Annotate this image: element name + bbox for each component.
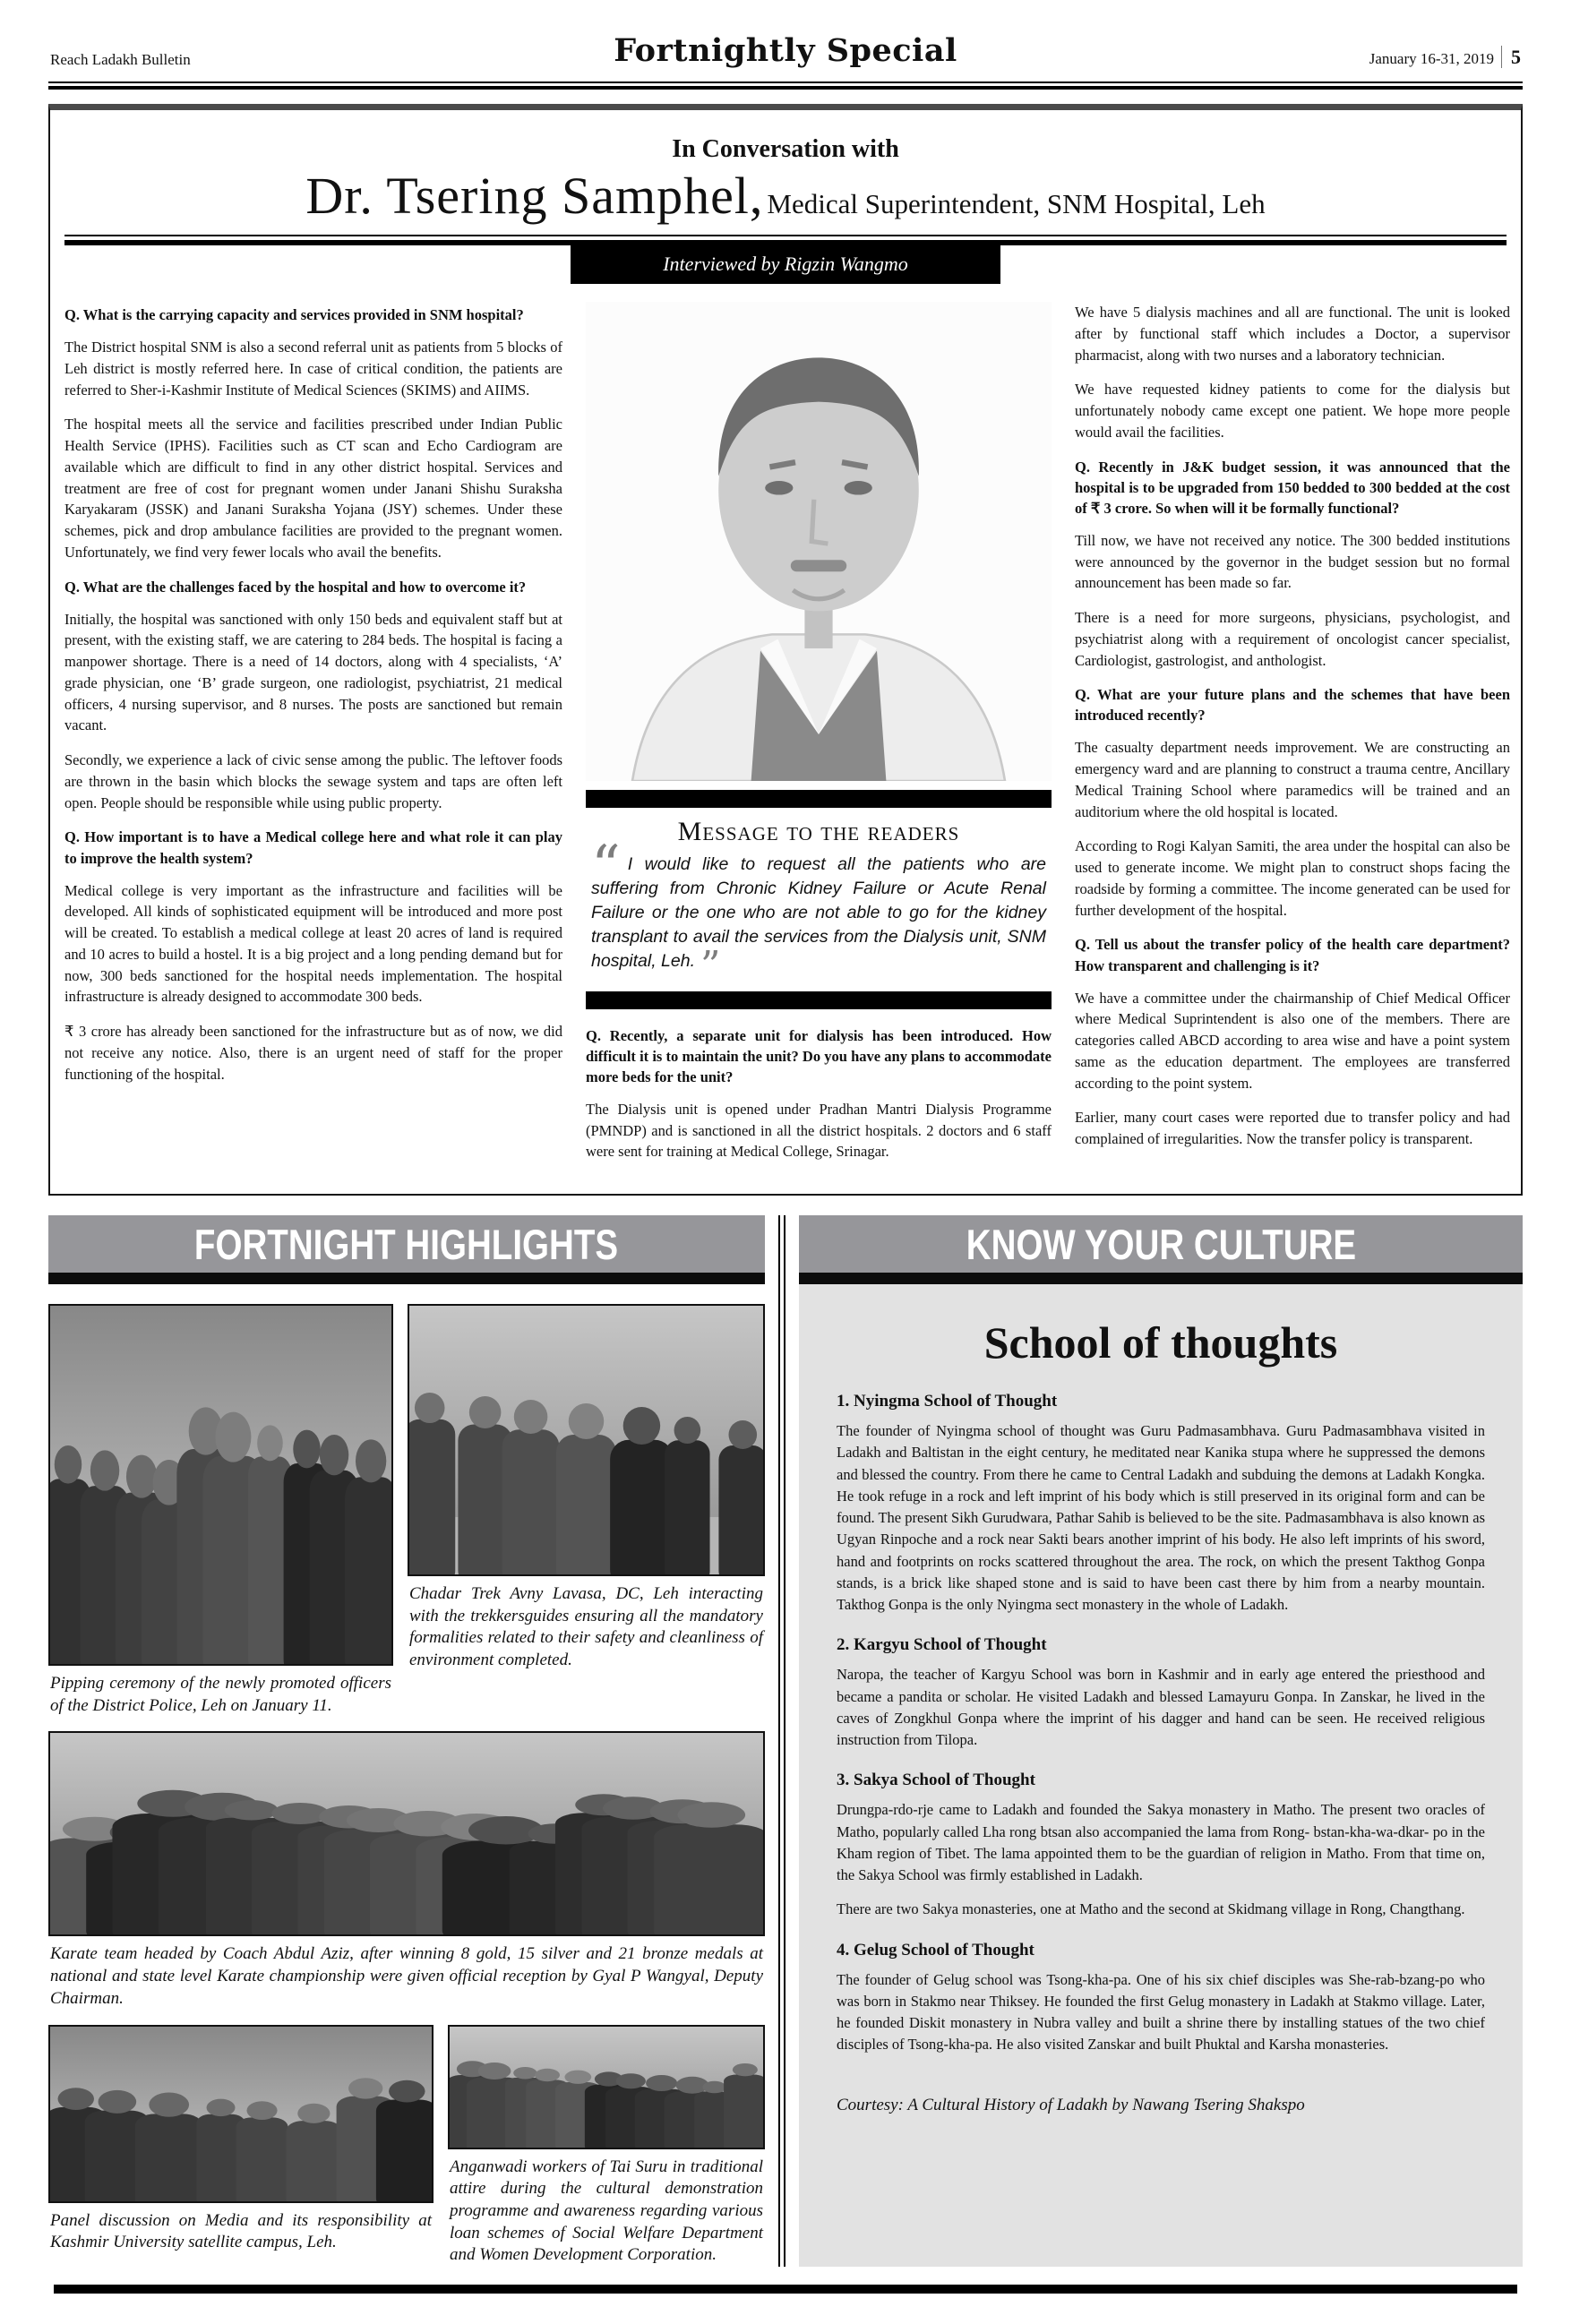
highlights-photo-grid: [48, 1284, 765, 2267]
answer-paragraph: Till now, we have not received any notice. The 300 bedded institutions were announced by the governor in the budget session but no formal announcement has been made so far.: [1075, 531, 1510, 592]
answer-paragraph: According to Rogi Kalyan Samiti, the area under the hospital can also be used to generate income. We might plan to construct shops facing the roadside by forming a committee. The income generated can be used for further development of the hospital.: [1075, 837, 1510, 919]
people-photo-illustration: [450, 2027, 763, 2148]
know-your-culture-header-label: KNOW YOUR CULTURE: [966, 1220, 1356, 1268]
question-heading: Q. What are the challenges faced by the hospital and how to overcome it?: [64, 578, 527, 596]
answer-paragraph: We have 5 dialysis machines and all are functional. The unit is looked after by functional staff which includes a Doctor, a supervisor pharmacist, along with two nurses and a laboratory technician.: [1075, 304, 1510, 364]
bottom-sections: [48, 1215, 1523, 2267]
fortnight-highlights-section: [48, 1215, 765, 2267]
school-section-heading: 4. Gelug School of Thought: [837, 1940, 1034, 1960]
photo-caption: Panel discussion on Media and its responsibility at Kashmir University satellite campus, Leh.: [50, 2210, 432, 2252]
answer-paragraph: The District hospital SNM is also a second referral unit as patients from 5 blocks of Leh district is mostly referred here. In case of critical condition, the patients are referred to Sher-i-Kashmir Institute of Medical Sciences (SKIMS) and AIIMS.: [64, 339, 562, 399]
photo-caption: Anganwadi workers of Tai Suru in traditional attire during the cultural demonstration programme and awareness regarding various loan schemes of Social Welfare Department and Women Development Corporation.: [450, 2157, 763, 2265]
interview-center-blocks: [586, 1025, 1052, 1163]
edition-title: Fortnightly Special: [614, 32, 957, 69]
interview-article-box: [48, 104, 1523, 1196]
message-to-readers-box: [586, 790, 1052, 1009]
photo-caption: Pipping ceremony of the newly promoted officers of the District Police, Leh on January 11.: [50, 1674, 391, 1715]
question-heading: Q. What is the carrying capacity and services provided in SNM hospital?: [64, 306, 524, 323]
question-heading: Q. Recently, a separate unit for dialysis has been introduced. How difficult it is to maintain the unit? Do you have any plans to accommodate more beds for the unit?: [586, 1026, 1052, 1085]
know-your-culture-header: [799, 1215, 1523, 1273]
fortnight-highlights-header: [48, 1215, 765, 1273]
school-section-paragraph: There are two Sakya monasteries, one at Matho and the second at Skidmang village in Rong, Changthang.: [837, 1900, 1465, 1918]
answer-paragraph: Earlier, many court cases were reported due to transfer policy and had complained of irregularities. Now the transfer policy is transparent.: [1075, 1109, 1510, 1148]
byline-bar: Interviewed by Rigzin Wangmo: [571, 245, 1000, 284]
school-section-paragraph: Naropa, the teacher of Kargyu School was born in Kashmir and in early age entered the priesthood and became a pandita or scholar. He visited Ladakh and blessed Lamayuru Gonpa. In Zanskar, he lived in the caves of Zongkhul Gonpa where the imprint of his dagger and hand can be seen. He received religious instruction from Tilopa.: [837, 1666, 1485, 1749]
know-your-culture-header-bar: [799, 1273, 1523, 1284]
interviewee-designation: Medical Superintendent, SNM Hospital, Leh: [767, 188, 1266, 219]
highlight-item-anganwadi: [448, 2025, 765, 2267]
school-section-heading: 2. Kargyu School of Thought: [837, 1635, 1047, 1655]
chadar-trek-photo: [408, 1304, 765, 1576]
photo-caption: Karate team headed by Coach Abdul Aziz, after winning 8 gold, 15 silver and 21 bronze medals at national and state level Karate championship were given official reception by Gyal P Wangyal, Deputy Chairman.: [50, 1944, 763, 2008]
question-heading: Q. How important is to have a Medical college here and what role it can play to improve the health system?: [64, 828, 562, 867]
highlight-item-chadar-trek: [408, 1304, 765, 1672]
message-quote: “ I would like to request all the patients who are suffering from Chronic Kidney Failure or Acute Renal Failure or the one who are not able to go for the kidney transplant to avail the services from the Dialysis unit, SNM hospital, Leh. ”: [591, 853, 1046, 973]
page-number: 5: [1501, 46, 1521, 68]
issue-date: January 16-31, 2019: [1369, 50, 1495, 67]
highlights-row-3: [48, 2025, 765, 2267]
culture-article-title: School of thoughts: [983, 1317, 1338, 1368]
interview-columns: [64, 302, 1510, 1176]
interview-right-column: [1075, 302, 1510, 1176]
people-photo-illustration: [50, 1733, 763, 1934]
doctor-portrait-illustration: [586, 302, 1052, 781]
highlight-item-pipping-ceremony: [48, 1304, 393, 1717]
people-photo-illustration: [50, 1306, 391, 1664]
doctor-portrait-photo: [586, 302, 1052, 781]
question-heading: Q. Recently in J&K budget session, it was announced that the hospital is to be upgraded from 150 bedded to 300 bedded at the cost of ₹ 3 crore. So when will it be formally functional?: [1075, 458, 1510, 517]
headline-rule-thin: [64, 235, 1507, 236]
answer-paragraph: The casualty department needs improvement. We are constructing an emergency ward and are planning to construct a trauma centre, Ancillary Medical Training School where paramedics will be trained and an auditorium where the old hospital is located.: [1075, 739, 1510, 820]
masthead-rule-thick: [48, 86, 1523, 90]
message-box-body: [586, 808, 1052, 988]
section-vertical-divider: [778, 1215, 786, 2267]
answer-paragraph: Medical college is very important as the infrastructure and facilities will be developed. All kinds of sophisticated equipment will be introduced and more post will be created. To establish a medical college at least 20 acres of land is required and 10 acres to build a hostel. It is a big project and a long pending demand but for now, 300 beds sanctioned for the hospital needs implementation. The hospital infrastructure is already designed to accommodate 300 beds.: [64, 881, 562, 1006]
interview-center-column: [586, 302, 1052, 1176]
people-photo-illustration: [50, 2027, 432, 2201]
answer-paragraph: The Dialysis unit is opened under Pradhan Mantri Dialysis Programme (PMNDP) and is sanctioned in all the district hospitals. 2 doctors and 6 staff were sent for training at Medical College, Srinagar.: [586, 1100, 1052, 1161]
school-section-paragraph: Drungpa-rdo-rje came to Ladakh and founded the Sakya monastery in Matho. The present two oracles of Matho, popularly called Lha rong btsan also accompanied the lama from Rong- bstan-kha-wa-dkar- po in the Kham region of Tibet. The lama appointed them to be the guardian of religion in Matho. From that time on, the Sakya School was firmly established in Ladakh.: [837, 1801, 1485, 1884]
answer-paragraph: The hospital meets all the service and facilities prescribed under Indian Public Health Service (IPHS). Facilities such as CT scan and Echo Cardiogram are available which are difficult to find in any other district hospital. Services and treatment are free of cost for pregnant women under Janani Shishu Suraksha Karyakaram (JSSK) and Janani Suraksha Yojana (JSY) schemes. Under these schemes, pick and drop ambulance facilities are provided to the pregnant women. Unfortunately, we find very fewer locals who avail the benefits.: [64, 416, 562, 561]
answer-paragraph: ₹ 3 crore has already been sanctioned for the infrastructure but as of now, we did not receive any notice. Also, there is an urgent need of staff for the proper functioning of the hospital.: [64, 1023, 562, 1083]
culture-article-body: [799, 1284, 1523, 2267]
answer-paragraph: We have requested kidney patients to come for the dialysis but unfortunately nobody came except one patient. We hope more people would avail the facilities.: [1075, 381, 1510, 441]
message-box-bottom-bar: [586, 991, 1052, 1009]
anganwadi-workers-photo: [448, 2025, 765, 2149]
publication-name: Reach Ladakh Bulletin: [50, 51, 191, 68]
photo-caption: Chadar Trek Avny Lavasa, DC, Leh interacting with the trekkersguides ensuring all the mandatory formalities related to their safety and cleanliness of environment completed.: [409, 1584, 763, 1670]
fortnight-highlights-header-label: FORTNIGHT HIGHLIGHTS: [194, 1220, 619, 1268]
school-section-paragraph: The founder of Gelug school was Tsong-kha-pa. One of his six chief disciples was She-rab-bzang-po who was born in Stakmo near Thiksey. He founded the first Gelug monastery in Ladakh at Stakmo village. Later, he founded Diskit monastery in Nubra valley and built a shrine there by installing statues of the two chief disciples of Tsong-kha-pa. He also visited Zanskar and built Phuktal and Karsha monasteries.: [837, 1970, 1485, 2054]
karate-team-photo: [48, 1731, 765, 1936]
question-heading: Q. Tell us about the transfer policy of the health care department? How transparent and challenging is it?: [1075, 936, 1510, 974]
school-section-heading: 3. Sakya School of Thought: [837, 1771, 1035, 1790]
pipping-ceremony-photo: [48, 1304, 393, 1666]
culture-sections: [837, 1392, 1485, 2056]
question-heading: Q. What are your future plans and the schemes that have been introduced recently?: [1075, 686, 1510, 725]
know-your-culture-section: [799, 1215, 1523, 2267]
masthead: [48, 9, 1523, 81]
masthead-date-page: [957, 46, 1521, 69]
footer-margin: [48, 2294, 1523, 2324]
answer-paragraph: Secondly, we experience a lack of civic sense among the public. The leftover foods are thrown in the basin which blocks the sewage system and taps are often left open. People should be responsible while using public property.: [64, 751, 562, 811]
highlights-row-1: [48, 1304, 765, 1717]
article-headline: [64, 166, 1507, 226]
panel-discussion-photo: [48, 2025, 434, 2203]
school-section-paragraph: The founder of Nyingma school of thought was Guru Padmasambhava. Guru Padmasambhava visited in Ladakh and Baltistan in the eight century, he meditated near Kanika stupa where he suppressed the demons and blessed the country. From there he came to Central Ladakh and subduing the demons at Ladakh Kongka. He took refuge in a rock and left imprint of his body which is still preserved in its original form and can be found. The present Sikh Gurudwara, Pathar Sahib is believed to be the site. Padmasambhava is also known as Ugyan Rinpoche and a rock near Sakti bears another imprint of his body. He also left imprints of his sword, hand and footprints on rocks scattered throughout the area. The rock, on which the present Takthog Gonpa stands, is a brick like shaped stone and is said to have been cast there by him from a nearby mountain. Takthog Gonpa is the only Nyingma sect monastery in the whole of Ladakh.: [837, 1422, 1485, 1614]
message-box-heading: Message to the readers: [677, 817, 960, 846]
highlight-item-panel-discussion: [48, 2025, 434, 2254]
article-kicker: In Conversation with: [672, 135, 899, 163]
people-photo-illustration: [409, 1306, 763, 1574]
page-bottom-rule: [54, 2285, 1517, 2294]
courtesy-line: Courtesy: A Cultural History of Ladakh by Nawang Tsering Shakspo: [837, 2095, 1305, 2114]
message-box-top-bar: [586, 790, 1052, 808]
answer-paragraph: There is a need for more surgeons, physicians, psychologist, and psychiatrist along with a requirement of oncologist cancer specialist, Cardiologist, gastrologist, and anthologist.: [1075, 609, 1510, 669]
answer-paragraph: Initially, the hospital was sanctioned with only 150 beds and equivalent staff but at present, with the existing staff, we are catering to 284 beds. The hospital is facing a manpower shortage. There is a need of 14 doctors, along with 4 specialists, ‘A’ grade physician, one ‘B’ grade surgeon, one radiologist, psychiatrist, 21 medical officers, 4 nursing supervisor, and 8 nurses. The posts are sanctioned but remain vacant.: [64, 610, 562, 734]
answer-paragraph: We have a committee under the chairmanship of Chief Medical Officer where Medical Suprintendent is also one of the members. There are categories called ABCD according to area wise and have a point system same as the education department. The employees are transferred according to the point system.: [1075, 989, 1510, 1092]
interview-left-column: [64, 302, 562, 1176]
highlight-item-karate: [48, 1731, 765, 2010]
interviewee-name: Dr. Tsering Samphel,: [305, 167, 764, 225]
school-section-heading: 1. Nyingma School of Thought: [837, 1392, 1058, 1411]
fortnight-highlights-header-bar: [48, 1273, 765, 1284]
